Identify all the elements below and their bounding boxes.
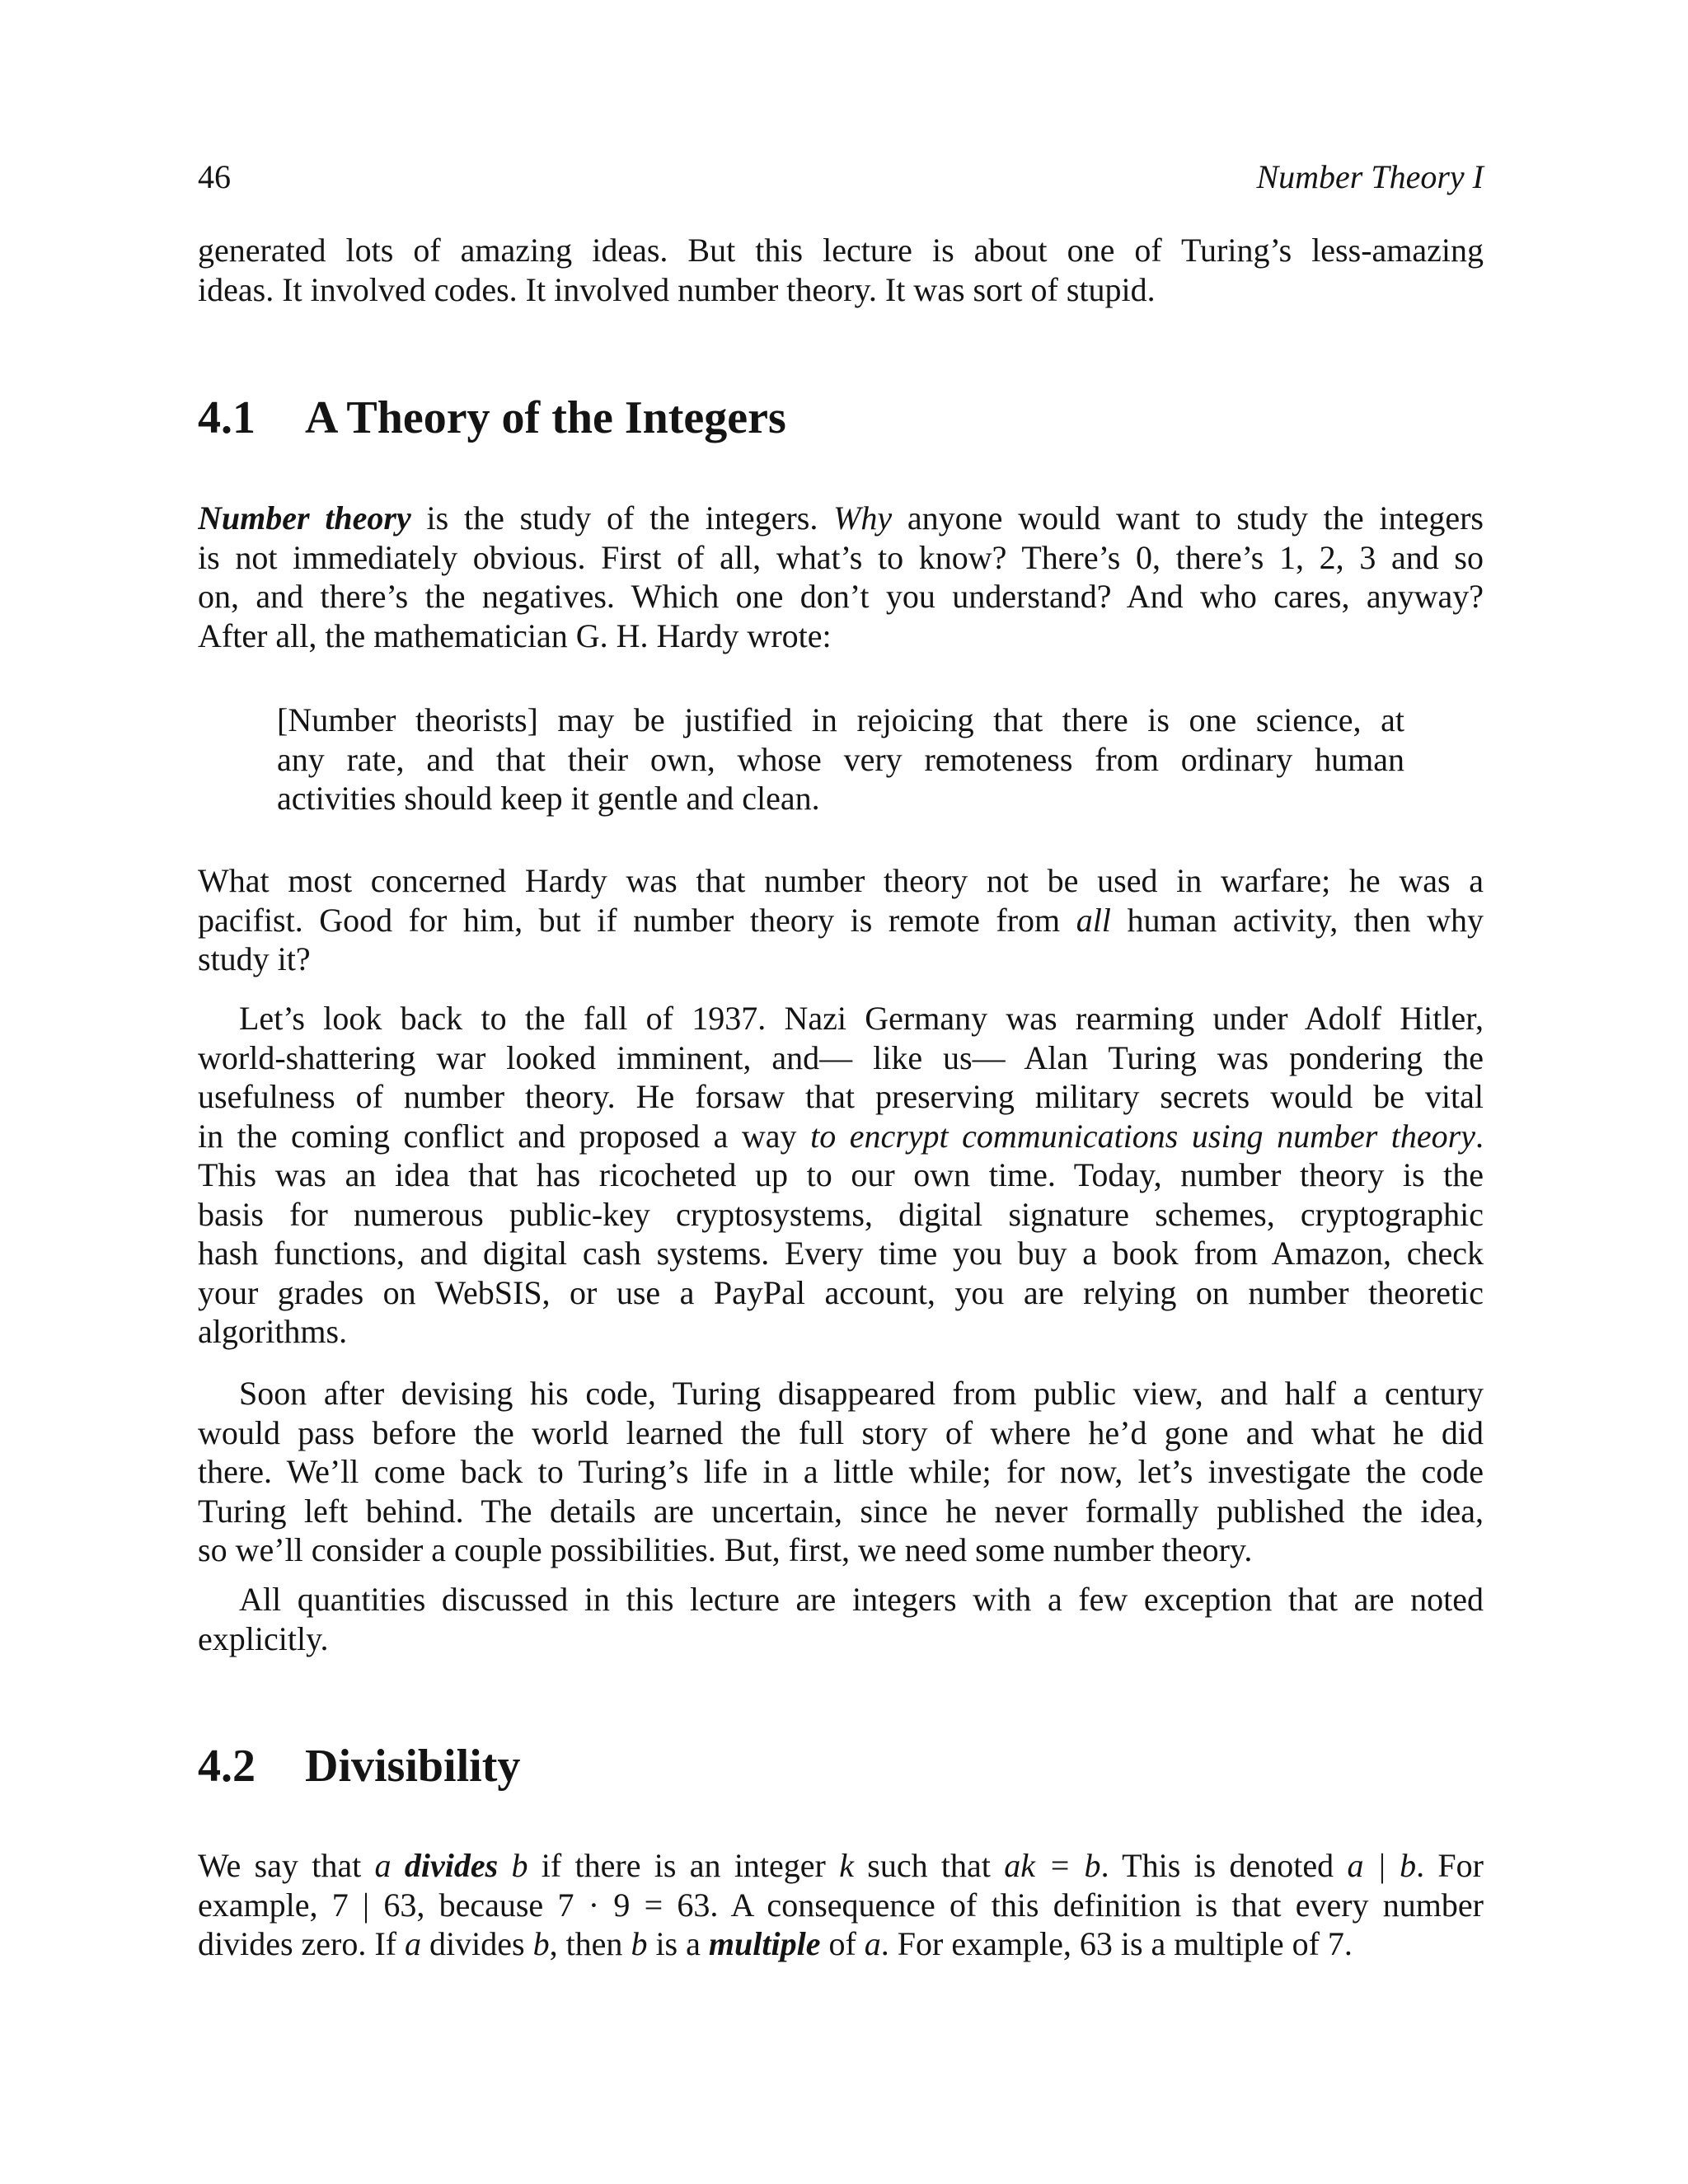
paragraph-quantities [198, 1580, 1484, 1658]
quote-line: any rate, and that their own, whose very remoteness from ordinary human [277, 740, 1404, 778]
text-run: divides zero. If [198, 1925, 406, 1962]
paragraph-turing-1937 [198, 999, 1484, 1352]
paragraph-turing-code [198, 1374, 1484, 1570]
section-number: 4.2 [198, 1741, 256, 1792]
term-multiple: multiple [708, 1925, 821, 1962]
math-a: a [374, 1847, 392, 1884]
text-line: world-shattering war looked imminent, and— like us— Alan Turing was pondering the [198, 1038, 1484, 1076]
text-line [198, 1117, 1484, 1156]
section-title: A Theory of the Integers [305, 392, 786, 443]
text-run: is the study of the integers. [410, 499, 834, 537]
document-page [198, 0, 1484, 2184]
text-run: such that [853, 1847, 1005, 1884]
text-line: Soon after devising his code, Turing disappeared from public view, and half a century [239, 1375, 1484, 1412]
section-heading-4-2 [198, 1737, 520, 1795]
section-title: Divisibility [305, 1741, 521, 1792]
term-number-theory: Number theory [198, 499, 411, 537]
text-run: pacifist. Good for him, but if number theory is remote from [198, 901, 1076, 939]
emphasis-all: all [1076, 901, 1111, 939]
text-run: , because [416, 1886, 558, 1924]
text-line: Let’s look back to the fall of 1937. Nazi Germany was rearming under Adolf Hitler, [239, 1000, 1484, 1037]
section-number: 4.1 [198, 392, 256, 443]
math-a: a [405, 1925, 422, 1962]
text-line [198, 901, 1484, 940]
math-equation: 7 · 9 = 63 [557, 1886, 710, 1924]
text-line: your grades on WebSIS, or use a PayPal account, you are relying on number theoretic [198, 1273, 1484, 1311]
text-run: example, [198, 1886, 332, 1924]
term-divides: divides [404, 1847, 499, 1884]
text-line: explicitly. [198, 1619, 329, 1657]
text-run: . [1475, 1117, 1484, 1155]
text-line: basis for numerous public-key cryptosystems, digital signature schemes, cryptographic [198, 1195, 1484, 1233]
text-line: Turing left behind. The details are uncertain, since he never formally published the idea, [198, 1492, 1484, 1530]
text-line [198, 499, 1484, 538]
quote-line: activities should keep it gentle and clean. [277, 780, 820, 817]
text-line: This was an idea that has ricocheted up to our own time. Today, number theory is the [198, 1156, 1484, 1193]
text-line: would pass before the world learned the full story of where he’d gone and what he did [198, 1413, 1484, 1451]
intro-paragraph [198, 231, 1484, 309]
text-line: on, and there’s the negatives. Which one don’t you understand? And who cares, anyway? [198, 578, 1484, 615]
math-b: b [631, 1925, 648, 1962]
chapter-title: Number Theory I [1256, 158, 1484, 195]
text-run: divides [421, 1925, 533, 1962]
text-run: . For [1416, 1847, 1484, 1884]
text-run: in the coming conflict and proposed a way [198, 1117, 811, 1155]
text-line: After all, the mathematician G. H. Hardy wrote: [198, 616, 832, 654]
text-run: if there is an integer [528, 1847, 840, 1884]
text-run: . For example, 63 is a multiple of 7. [880, 1925, 1353, 1962]
text-line: usefulness of number theory. He forsaw that preserving military secrets would be vital [198, 1078, 1484, 1115]
math-k: k [839, 1847, 854, 1884]
text-line [198, 1886, 1484, 1925]
text-line: What most concerned Hardy was that number theory not be used in warfare; he was a [198, 862, 1484, 899]
text-run: We say that [198, 1847, 375, 1884]
paragraph-hardy [198, 861, 1484, 979]
text-line: study it? [198, 940, 311, 977]
text-run: , then [549, 1925, 631, 1962]
paragraph-number-theory [198, 499, 1484, 655]
emphasis-why: Why [833, 499, 893, 537]
section-heading-4-1 [198, 389, 786, 447]
math-equation: 7 | 63 [331, 1886, 417, 1924]
running-header [198, 157, 1484, 198]
page-number: 46 [198, 158, 231, 195]
text-line: there. We’ll come back to Turing’s life in a little while; for now, let’s investigate the code [198, 1453, 1484, 1490]
text-run: . This is denoted [1100, 1847, 1348, 1884]
math-equation: a | b [1347, 1847, 1417, 1884]
text-line: generated lots of amazing ideas. But this lecture is about one of Turing’s less-amazing [198, 232, 1484, 269]
text-run: of [820, 1925, 865, 1962]
paragraph-divisibility [198, 1846, 1484, 1964]
text-line: All quantities discussed in this lecture are integers with a few exception that are noted [239, 1581, 1484, 1618]
math-a: a [864, 1925, 881, 1962]
text-line [198, 1846, 1484, 1886]
hardy-quote [277, 701, 1404, 818]
text-run: anyone would want to study the integers [892, 499, 1484, 537]
text-run: human activity, then why [1110, 901, 1484, 939]
text-line: hash functions, and digital cash systems. Every time you buy a book from Amazon, check [198, 1235, 1484, 1272]
quote-line: [Number theorists] may be justified in rejoicing that there is one science, at [277, 701, 1404, 738]
math-equation: ak = b [1004, 1847, 1101, 1884]
text-run: . A consequence of this definition is that every number [710, 1886, 1484, 1924]
emphasis-encrypt: to encrypt communications using number theory [810, 1117, 1475, 1155]
math-b: b [511, 1847, 528, 1884]
text-line: so we’ll consider a couple possibilities. But, first, we need some number theory. [198, 1531, 1253, 1568]
text-line: is not immediately obvious. First of all, what’s to know? There’s 0, there’s 1, 2, 3 and so [198, 538, 1484, 576]
text-line [198, 1924, 1484, 1964]
text-run: is a [647, 1925, 709, 1962]
math-b: b [532, 1925, 550, 1962]
text-line: algorithms. [198, 1313, 348, 1350]
text-line: ideas. It involved codes. It involved number theory. It was sort of stupid. [198, 270, 1156, 308]
